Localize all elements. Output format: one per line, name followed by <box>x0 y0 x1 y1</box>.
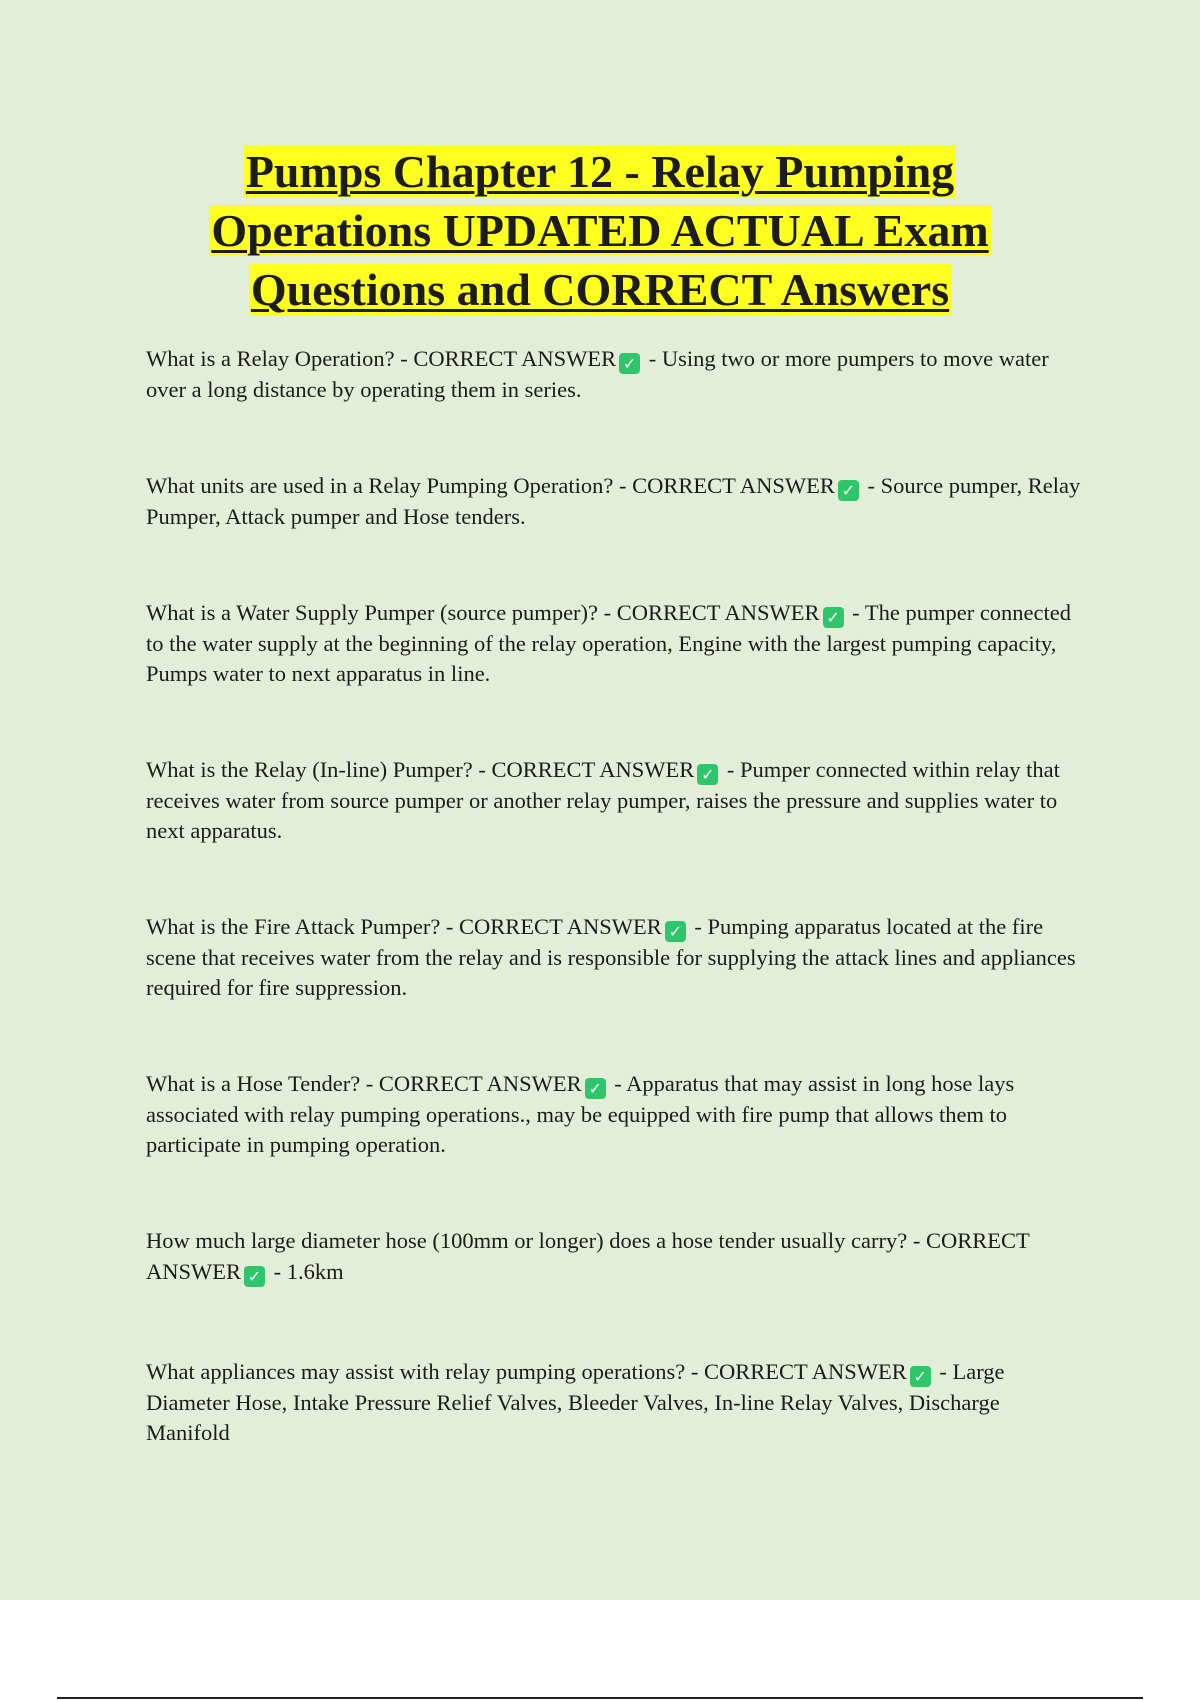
qa-item-2 <box>146 471 1086 532</box>
answer-marker: CORRECT ANSWER <box>703 1359 907 1384</box>
answer-text: - Large Diameter Hose, Intake Pressure Relief Valves, Bleeder Valves, In-line Relay Valves, Discharge Manifold <box>146 1359 1005 1445</box>
qa-item-5 <box>146 912 1086 1004</box>
check-icon: ✓ <box>619 353 640 374</box>
qa-item-6 <box>146 1069 1086 1161</box>
qa-item-8 <box>146 1357 1086 1449</box>
question-text: What is a Water Supply Pumper (source pumper)? - <box>146 600 617 625</box>
page-footer-rule <box>57 1697 1143 1699</box>
question-text: How much large diameter hose (100mm or longer) does a hose tender usually carry? - <box>146 1228 926 1253</box>
check-icon: ✓ <box>838 480 859 501</box>
title-line-3: Questions and CORRECT Answers <box>250 264 950 315</box>
qa-item-4 <box>146 755 1086 847</box>
question-text: What units are used in a Relay Pumping Operation? - <box>146 473 633 498</box>
check-icon: ✓ <box>665 921 686 942</box>
title-line-1: Pumps Chapter 12 - Relay Pumping <box>245 146 955 197</box>
answer-text: - Apparatus that may assist in long hose lays associated with relay pumping operations., may be equipped with fire pump that allows them to participate in pumping operation. <box>146 1071 1015 1157</box>
check-icon: ✓ <box>244 1266 265 1287</box>
answer-marker: CORRECT ANSWER <box>378 1071 582 1096</box>
answer-marker: CORRECT ANSWER <box>413 346 617 371</box>
answer-marker: CORRECT ANSWER <box>491 757 695 782</box>
answer-text: - The pumper connected to the water supply at the beginning of the relay operation, Engine with the largest pumping capacity, Pumps water to next apparatus in line. <box>146 600 1072 686</box>
question-text: What is the Fire Attack Pumper? - <box>146 914 460 939</box>
answer-marker: CORRECT ANSWER <box>459 914 662 939</box>
check-icon: ✓ <box>585 1078 606 1099</box>
answer-marker: CORRECT ANSWER <box>616 600 820 625</box>
answer-text: - Using two or more pumpers to move water over a long distance by operating them in series. <box>146 346 1049 402</box>
check-icon: ✓ <box>697 764 718 785</box>
check-icon: ✓ <box>910 1366 931 1387</box>
check-icon: ✓ <box>823 607 844 628</box>
answer-text: - 1.6km <box>268 1258 344 1284</box>
title-line-2: Operations UPDATED ACTUAL Exam <box>211 205 989 256</box>
qa-item-3 <box>146 598 1086 690</box>
answer-text: - Pumping apparatus located at the fire scene that receives water from the relay and is responsible for supplying the attack lines and appliances required for fire suppression. <box>146 914 1076 1000</box>
answer-marker: CORRECT ANSWER <box>632 473 835 498</box>
document-title <box>100 142 1100 319</box>
question-text: What is a Relay Operation? - <box>146 346 414 371</box>
qa-item-7 <box>146 1226 1086 1287</box>
question-text: What is the Relay (In-line) Pumper? - <box>146 757 492 782</box>
answer-marker: CORRECT ANSWER <box>146 1228 1030 1284</box>
answer-text: - Pumper connected within relay that receives water from source pumper or another relay pumper, raises the pressure and supplies water to next apparatus. <box>146 757 1060 843</box>
qa-item-1 <box>146 344 1086 405</box>
question-text: What is a Hose Tender? - <box>146 1071 379 1096</box>
answer-text: - Source pumper, Relay Pumper, Attack pumper and Hose tenders. <box>146 473 1081 529</box>
question-text: What appliances may assist with relay pumping operations? - <box>146 1359 704 1384</box>
